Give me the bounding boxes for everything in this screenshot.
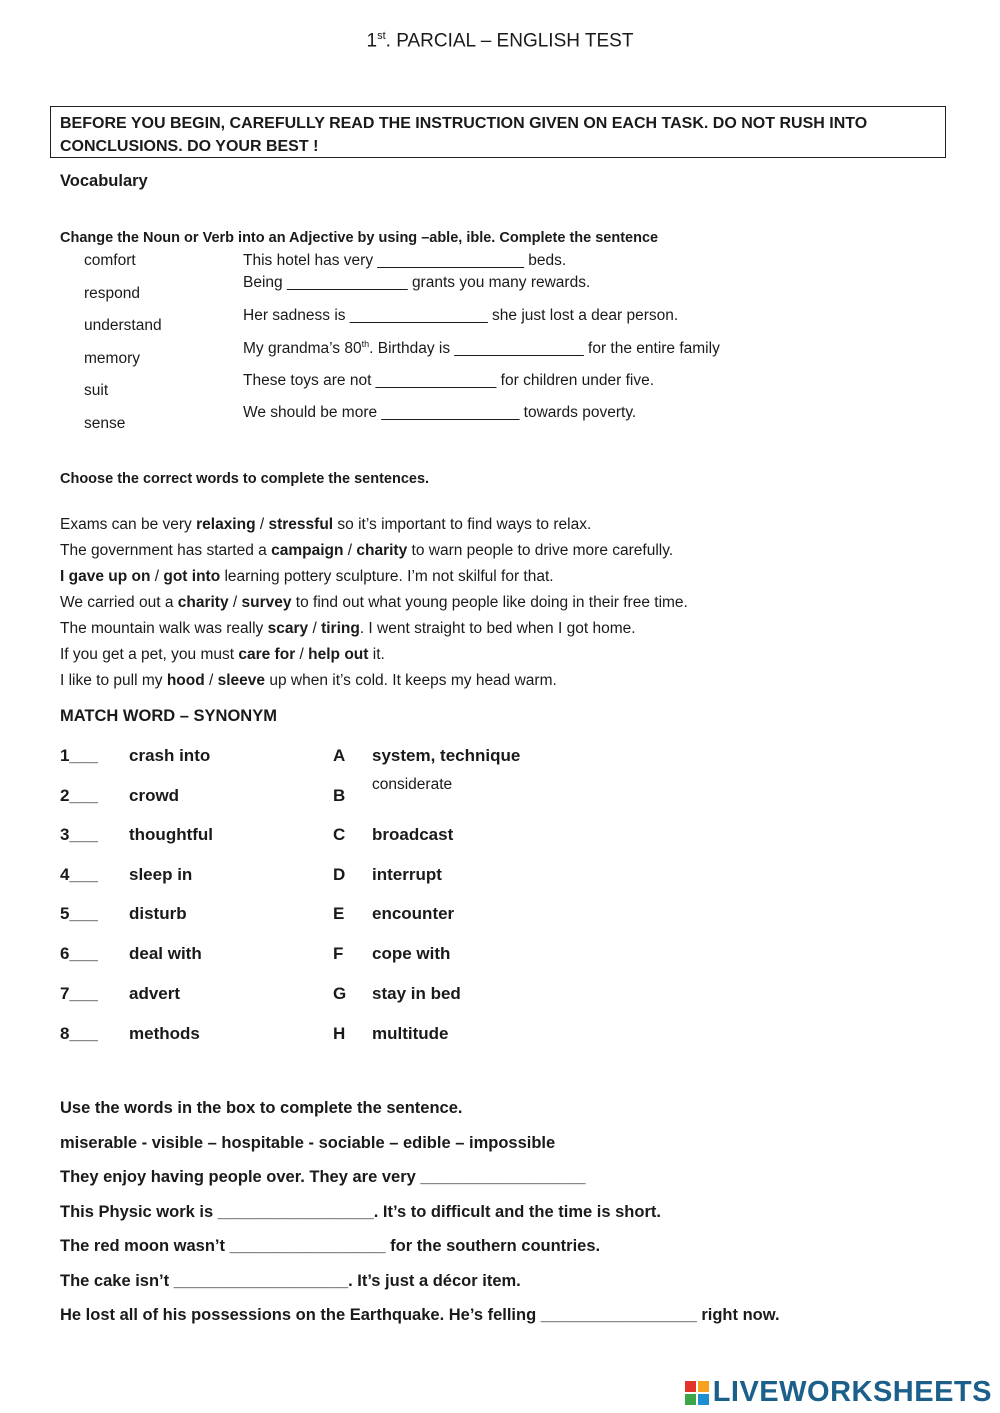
match-word-6: deal with (129, 944, 202, 963)
match-word-3: thoughtful (129, 825, 214, 844)
match-syn-f: cope with (372, 944, 451, 963)
vocabulary-heading: Vocabulary (60, 172, 148, 190)
match-letter-b: B (333, 786, 346, 805)
vocab-sentence-3: Her sadness is ________________ she just lost a dear person. (243, 307, 679, 324)
word-suit: suit (84, 382, 109, 399)
instructions-box: BEFORE YOU BEGIN, CAREFULLY READ THE INSTRUCTION GIVEN ON EACH TASK. DO NOT RUSH INTO CONCLUSIONS. DO YOUR BEST ! (50, 106, 946, 158)
match-letter-e: E (333, 904, 345, 923)
match-num-8: 8___ (60, 1024, 98, 1043)
match-num-5: 5___ (60, 904, 98, 923)
vocab-sentence-2: Being ______________ grants you many rewards. (243, 274, 591, 291)
usewords-line-4: The cake isn’t ___________________. It’s just a décor item. (60, 1272, 521, 1290)
match-letter-d: D (333, 865, 346, 884)
usewords-line-3: The red moon wasn’t _________________ for the southern countries. (60, 1237, 601, 1255)
vocab-sentence-4: My grandma’s 80th. Birthday is _______________ for the entire family (243, 339, 720, 358)
match-letter-a: A (333, 746, 346, 765)
choose-line-3: I gave up on / got into learning pottery sculpture. I’m not skilful for that. (60, 568, 554, 585)
choose-line-1: Exams can be very relaxing / stressful so it’s important to find ways to relax. (60, 516, 592, 533)
match-word-2: crowd (129, 786, 180, 805)
match-letter-h: H (333, 1024, 346, 1043)
vocab-sentence-6: We should be more ________________ towards poverty. (243, 404, 637, 421)
match-word-7: advert (129, 984, 181, 1003)
match-syn-d: interrupt (372, 865, 442, 884)
match-num-6: 6___ (60, 944, 98, 963)
word-respond: respond (84, 285, 141, 302)
match-num-2: 2___ (60, 786, 98, 805)
choose-heading: Choose the correct words to complete the sentences. (60, 471, 430, 487)
word-sense: sense (84, 415, 126, 432)
match-syn-h: multitude (372, 1024, 449, 1043)
word-understand: understand (84, 317, 162, 334)
liveworksheets-logo-icon (685, 1381, 709, 1405)
usewords-line-2: This Physic work is _________________. It’s to difficult and the time is short. (60, 1203, 661, 1221)
match-num-7: 7___ (60, 984, 98, 1003)
match-syn-g: stay in bed (372, 984, 461, 1003)
usewords-heading: Use the words in the box to complete the sentence. (60, 1099, 463, 1117)
match-letter-f: F (333, 944, 344, 963)
match-word-8: methods (129, 1024, 200, 1043)
page-title: 1st. PARCIAL – ENGLISH TEST (366, 30, 634, 52)
match-letter-c: C (333, 825, 346, 844)
match-syn-a: system, technique (372, 746, 521, 765)
usewords-line-1: They enjoy having people over. They are very __________________ (60, 1168, 586, 1186)
liveworksheets-logo (685, 1376, 992, 1409)
word-comfort: comfort (84, 252, 136, 269)
vocabulary-task: Change the Noun or Verb into an Adjective by using –able, ible. Complete the sentence (60, 230, 659, 246)
match-word-5: disturb (129, 904, 187, 923)
match-heading: MATCH WORD – SYNONYM (60, 707, 277, 725)
match-num-1: 1___ (60, 746, 98, 765)
choose-line-7: I like to pull my hood / sleeve up when it’s cold. It keeps my head warm. (60, 672, 557, 689)
match-num-4: 4___ (60, 865, 98, 884)
match-letter-g: G (333, 984, 347, 1003)
match-num-3: 3___ (60, 825, 98, 844)
usewords-box: miserable - visible – hospitable - sociable – edible – impossible (60, 1134, 556, 1152)
choose-line-5: The mountain walk was really scary / tiring. I went straight to bed when I got home. (60, 620, 636, 637)
vocab-sentence-1: This hotel has very _________________ beds. (243, 252, 567, 269)
liveworksheets-logo-text: LIVEWORKSHEETS (712, 1376, 992, 1408)
choose-line-6: If you get a pet, you must care for / help out it. (60, 646, 385, 663)
match-syn-b: considerate (372, 776, 453, 793)
match-syn-c: broadcast (372, 825, 454, 844)
match-syn-e: encounter (372, 904, 455, 923)
word-memory: memory (84, 350, 140, 367)
usewords-line-5: He lost all of his possessions on the Earthquake. He’s felling _________________ right now. (60, 1306, 780, 1324)
match-word-4: sleep in (129, 865, 193, 884)
choose-line-2: The government has started a campaign / charity to warn people to drive more carefully. (60, 542, 674, 559)
match-word-1: crash into (129, 746, 211, 765)
choose-line-4: We carried out a charity / survey to find out what young people like doing in their free time. (60, 594, 688, 611)
vocab-sentence-5: These toys are not ______________ for children under five. (243, 372, 655, 389)
